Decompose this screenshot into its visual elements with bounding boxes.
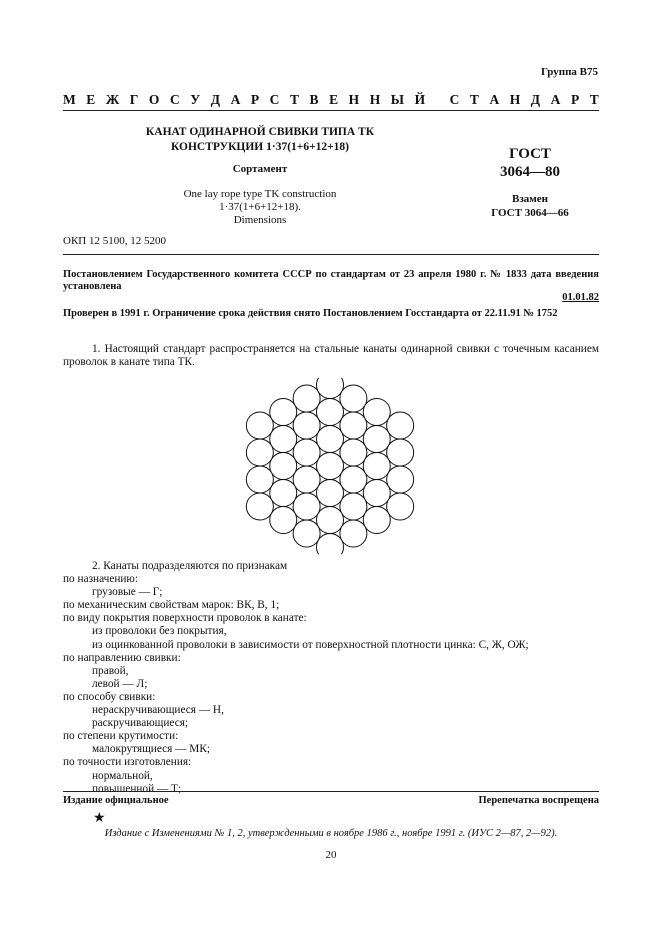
- wire-circle: [340, 466, 367, 493]
- reprint-prohibited-label: Перепечатка воспрещена: [478, 795, 599, 806]
- wire-circle: [270, 426, 297, 453]
- classification-item: из проволоки без покрытия,: [92, 625, 227, 638]
- wire-circle: [293, 439, 320, 466]
- classification-item: из оцинкованной проволоки в зависимости от поверхностной плотности цинка: С, Ж, ОЖ;: [92, 638, 529, 651]
- banner-letter: Н: [509, 92, 521, 107]
- banner-letter: О: [148, 92, 160, 107]
- banner-letter: Ы: [390, 92, 405, 107]
- wire-circle: [363, 453, 390, 480]
- title-line-1: КАНАТ ОДИНАРНОЙ СВИВКИ ТИПА ТК: [145, 126, 375, 138]
- banner-letter: В: [309, 92, 319, 107]
- classification-item: по направлению свивки:: [63, 651, 181, 664]
- rope-cross-section-diagram: [240, 378, 420, 559]
- banner-letter: А: [489, 92, 500, 107]
- wire-circle: [340, 520, 367, 547]
- checked-text: Проверен в 1991 г. Ограничение срока действия снято Постановлением Госстандарта от 22.11.91 № 1752: [63, 308, 558, 319]
- wire-circle: [293, 493, 320, 520]
- gost-number: 3064—80: [500, 164, 560, 180]
- mid-rule: [63, 254, 599, 255]
- gost-label: ГОСТ: [509, 146, 551, 162]
- wire-circle: [246, 466, 273, 493]
- banner-letter: Р: [570, 92, 580, 107]
- wire-circle: [293, 385, 320, 412]
- page-number: 20: [325, 849, 337, 861]
- banner-gap: [436, 92, 439, 108]
- classification-item: нормальной,: [92, 769, 153, 782]
- wire-circle: [317, 453, 344, 480]
- classification-item: по механическим свойствам марок: ВК, В, 1;: [63, 599, 280, 612]
- wire-circle: [363, 507, 390, 534]
- banner-letter: Т: [469, 92, 479, 107]
- banner-letter: С: [169, 92, 180, 107]
- classification-item: по степени крутимости:: [63, 730, 179, 743]
- banner-letter: М: [63, 92, 76, 107]
- wire-circle: [317, 426, 344, 453]
- banner-letter: Д: [530, 92, 541, 107]
- edition-changes-note: Издание с Изменениями № 1, 2, утвержденными в ноябре 1986 г., ноябре 1991 г. (ИУС 2—87, 2—92).: [104, 828, 558, 839]
- top-rule: [63, 110, 599, 111]
- banner-letter: Т: [589, 92, 599, 107]
- wire-circle: [340, 493, 367, 520]
- english-title-line-1: One lay rope type TK construction: [183, 188, 337, 200]
- classification-item: по точности изготовления:: [63, 756, 192, 769]
- replaces-label: Взамен: [512, 193, 548, 205]
- wire-circle: [340, 385, 367, 412]
- banner-letter: С: [269, 92, 280, 107]
- document-subtitle: Сортамент: [232, 163, 288, 175]
- wire-circle: [270, 480, 297, 507]
- wire-circle: [317, 480, 344, 507]
- banner-letter: Н: [348, 92, 360, 107]
- banner-letter: Д: [210, 92, 221, 107]
- classification-item: повышенной — Т;: [92, 782, 182, 795]
- classification-item: нераскручивающиеся — Н,: [92, 704, 224, 717]
- classification-list: [63, 560, 529, 796]
- wire-circle: [293, 466, 320, 493]
- document-title: [110, 125, 410, 155]
- wire-circle: [340, 412, 367, 439]
- classification-item: 2. Канаты подразделяются по признакам: [92, 560, 288, 572]
- paragraph-1: 1. Настоящий стандарт распространяется на стальные канаты одинарной свивки с точечным касанием проволок в канате типа ТК.: [63, 343, 599, 368]
- classification-item: по виду покрытия поверхности проволок в канате:: [63, 612, 307, 625]
- english-title-line-3: Dimensions: [233, 214, 287, 226]
- english-title: [110, 188, 410, 227]
- okp-code: ОКП 12 5100, 12 5200: [63, 235, 166, 247]
- english-title-line-2: 1·37(1+6+12+18).: [219, 201, 301, 213]
- rope-cross-section-svg: [240, 378, 420, 554]
- classification-item: раскручивающиеся;: [92, 717, 189, 730]
- wire-circle: [270, 453, 297, 480]
- banner-letter: Е: [329, 92, 339, 107]
- wire-circle: [317, 507, 344, 534]
- banner-letter: Ж: [105, 92, 120, 107]
- banner-letter: А: [230, 92, 241, 107]
- wire-circle: [387, 493, 414, 520]
- wire-circle: [293, 412, 320, 439]
- wire-circle: [246, 412, 273, 439]
- star-icon: ★: [93, 811, 106, 826]
- replaces-number: ГОСТ 3064—66: [491, 207, 569, 219]
- standard-banner: [63, 92, 599, 108]
- classification-item: грузовые — Г;: [92, 586, 163, 599]
- wire-circle: [340, 439, 367, 466]
- official-edition-label: Издание официальное: [63, 795, 169, 806]
- wire-circle: [246, 439, 273, 466]
- wire-circle: [387, 439, 414, 466]
- banner-letter: А: [550, 92, 561, 107]
- wire-circle: [363, 399, 390, 426]
- wire-circle: [387, 466, 414, 493]
- title-line-2: КОНСТРУКЦИИ 1·37(1+6+12+18): [170, 141, 350, 153]
- wire-circle: [246, 493, 273, 520]
- classification-item: малокрутящиеся — МК;: [92, 743, 211, 756]
- banner-letter: Т: [289, 92, 299, 107]
- wire-circle: [317, 534, 344, 555]
- wire-circle: [317, 399, 344, 426]
- banner-letter: Г: [129, 92, 139, 107]
- wire-circle: [363, 426, 390, 453]
- decree-text: Постановлением Государственного комитета СССР по стандартам от 23 апреля 1980 г. № 1833 дата введения установлена: [63, 269, 599, 292]
- wire-circle: [363, 480, 390, 507]
- decree-date: 01.01.82: [562, 292, 599, 303]
- wire-circle: [270, 399, 297, 426]
- gost-identifier: [460, 145, 600, 181]
- banner-letter: С: [449, 92, 460, 107]
- wire-circle: [270, 507, 297, 534]
- banner-letter: Й: [414, 92, 426, 107]
- wire-circle: [293, 520, 320, 547]
- classification-item: по назначению:: [63, 573, 139, 586]
- footer-rule: [63, 791, 599, 792]
- wire-circle: [317, 378, 344, 399]
- group-label: Группа В75: [540, 66, 598, 78]
- banner-letter: Р: [250, 92, 260, 107]
- classification-item: левой — Л;: [92, 677, 148, 690]
- banner-letter: Е: [86, 92, 96, 107]
- classification-item: по способу свивки:: [63, 690, 156, 703]
- banner-letter: Н: [369, 92, 381, 107]
- wire-circle: [387, 412, 414, 439]
- replaces-block: [460, 192, 600, 220]
- classification-item: правой,: [92, 664, 129, 677]
- banner-letter: У: [190, 92, 201, 107]
